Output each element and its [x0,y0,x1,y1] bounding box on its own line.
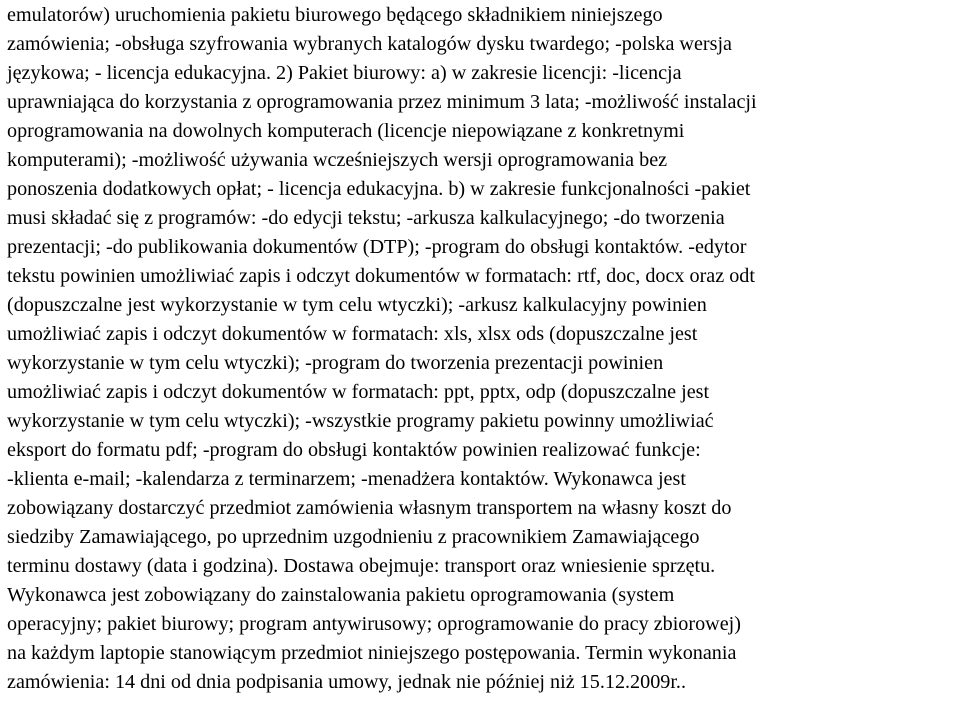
text-line-9: prezentacji; -do publikowania dokumentów (DTP); -program do obsługi kontaktów. -edytor [7,236,747,258]
text-line-3: językowa; - licencja edukacyjna. 2) Pakiet biurowy: a) w zakresie licencji: -licencja [7,62,682,84]
text-line-13: wykorzystanie w tym celu wtyczki); -program do tworzenia prezentacji powinien [7,352,664,374]
text-line-20: terminu dostawy (data i godzina). Dostawa obejmuje: transport oraz wniesienie sprzętu. [7,555,716,577]
text-line-15: wykorzystanie w tym celu wtyczki); -wszystkie programy pakietu powinny umożliwiać [7,410,714,432]
text-line-24: zamówienia: 14 dni od dnia podpisania umowy, jednak nie później niż 15.12.2009r.. [7,671,687,693]
text-line-1: emulatorów) uruchomienia pakietu biurowego będącego składnikiem niniejszego [7,4,663,26]
text-line-4: uprawniająca do korzystania z oprogramowania przez minimum 3 lata; -możliwość instalacji [7,91,757,113]
text-line-5: oprogramowania na dowolnych komputerach (licencje niepowiązane z konkretnymi [7,120,685,142]
text-line-8: musi składać się z programów: -do edycji tekstu; -arkusza kalkulacyjnego; -do tworzenia [7,207,725,229]
text-line-23: na każdym laptopie stanowiącym przedmiot niniejszego postępowania. Termin wykonania [7,642,737,664]
text-line-14: umożliwiać zapis i odczyt dokumentów w formatach: ppt, pptx, odp (dopuszczalne jest [7,381,710,403]
text-line-21: Wykonawca jest zobowiązany do zainstalowania pakietu oprogramowania (system [7,584,675,606]
text-line-10: tekstu powinien umożliwiać zapis i odczyt dokumentów w formatach: rtf, doc, docx oraz odt [7,265,755,287]
text-line-7: ponoszenia dodatkowych opłat; - licencja edukacyjna. b) w zakresie funkcjonalności -pakiet [7,178,751,200]
text-line-19: siedziby Zamawiającego, po uprzednim uzgodnieniu z pracownikiem Zamawiającego [7,526,700,548]
text-line-17: -klienta e-mail; -kalendarza z terminarzem; -menadżera kontaktów. Wykonawca jest [7,468,686,490]
text-line-12: umożliwiać zapis i odczyt dokumentów w formatach: xls, xlsx ods (dopuszczalne jest [7,323,698,345]
text-line-18: zobowiązany dostarczyć przedmiot zamówienia własnym transportem na własny koszt do [7,497,732,519]
text-line-6: komputerami); -możliwość używania wcześniejszych wersji oprogramowania bez [7,149,668,171]
text-line-11: (dopuszczalne jest wykorzystanie w tym celu wtyczki); -arkusz kalkulacyjny powinien [7,294,707,316]
text-line-2: zamówienia; -obsługa szyfrowania wybranych katalogów dysku twardego; -polska wersja [7,33,733,55]
text-line-16: eksport do formatu pdf; -program do obsługi kontaktów powinien realizować funkcje: [7,439,701,461]
document-body [7,1,957,697]
text-line-22: operacyjny; pakiet biurowy; program antywirusowy; oprogramowanie do pracy zbiorowej) [7,613,741,635]
